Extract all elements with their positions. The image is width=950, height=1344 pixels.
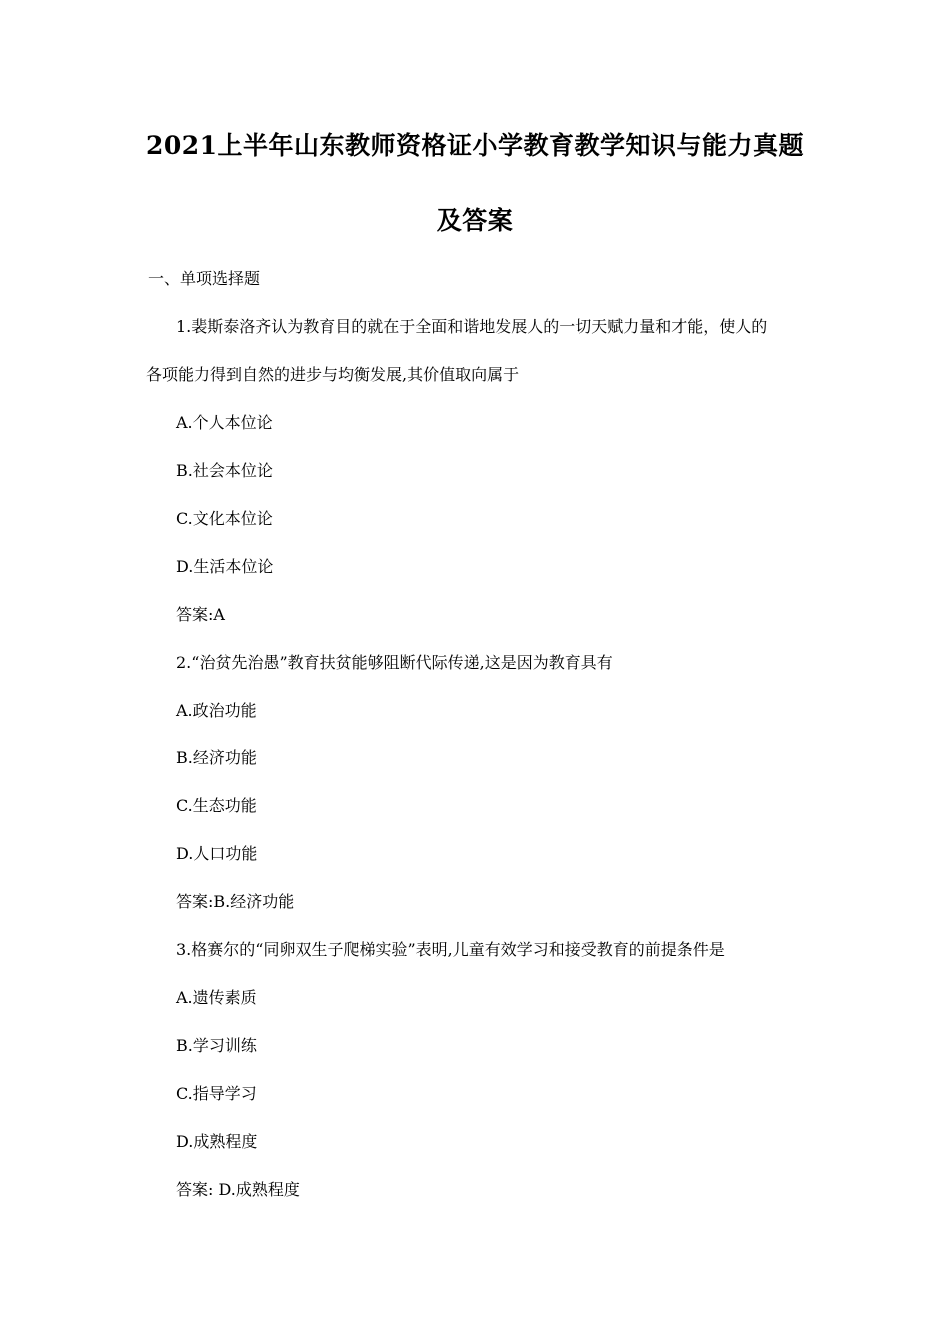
question-2-option-a: A.政治功能 [176, 701, 257, 720]
question-3-answer: 答案: D.成熟程度 [176, 1180, 300, 1199]
question-3-option-b: B.学习训练 [176, 1036, 257, 1055]
question-1-option-b: B.社会本位论 [176, 461, 273, 480]
question-2-answer: 答案:B.经济功能 [176, 892, 295, 911]
question-2-option-d: D.人口功能 [176, 844, 258, 863]
question-3-option-c: C.指导学习 [176, 1084, 257, 1103]
section-heading: 一、单项选择题 [148, 269, 261, 288]
question-1-option-d: D.生活本位论 [176, 557, 274, 576]
question-1-answer: 答案:A [176, 605, 225, 624]
question-1-stem-line-2: 各项能力得到自然的进步与均衡发展,其价值取向属于 [146, 365, 520, 384]
document-title-line-2: 及答案 [436, 206, 514, 235]
question-3-option-d: D.成熟程度 [176, 1132, 258, 1151]
question-3-stem-line-1: 3.格赛尔的“同卵双生子爬梯实验”表明,儿童有效学习和接受教育的前提条件是 [176, 940, 725, 959]
question-1-option-c: C.文化本位论 [176, 509, 273, 528]
question-1-option-a: A.个人本位论 [176, 413, 273, 432]
question-3-option-a: A.遗传素质 [176, 988, 257, 1007]
question-2-option-b: B.经济功能 [176, 748, 257, 767]
question-1-stem-line-1: 1.裴斯泰洛齐认为教育目的就在于全面和谐地发展人的一切天赋力量和才能，使人的 [176, 317, 768, 336]
question-2-option-c: C.生态功能 [176, 796, 257, 815]
document-title-line-1: 2021上半年山东教师资格证小学教育教学知识与能力真题 [145, 131, 805, 160]
question-2-stem-line-1: 2.“治贫先治愚”教育扶贫能够阻断代际传递,这是因为教育具有 [176, 653, 613, 672]
